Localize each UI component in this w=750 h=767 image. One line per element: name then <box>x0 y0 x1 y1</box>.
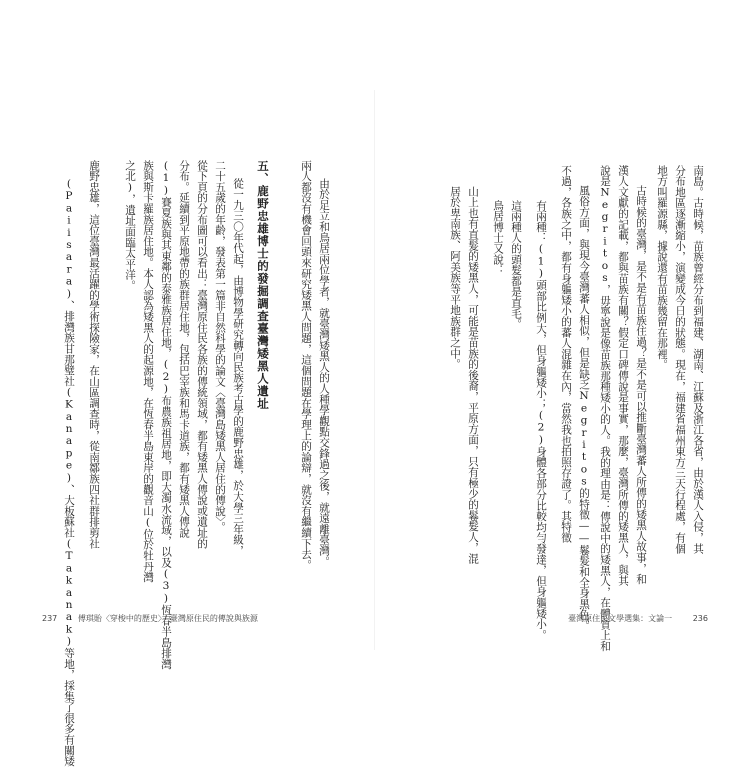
text-column: 這兩種人的頭髮都是直毛。 <box>510 200 522 330</box>
text-column: 地方叫羅源縣，據說還有苗族幾留在那裡。 <box>656 165 668 371</box>
text-column: 有兩種：(1)頭部比例大，但身軀矮小；(2)身體各部分比較均勻發達，但身軀矮小。 <box>535 200 547 641</box>
text-column: 風俗方面，與現今臺灣蕃人相似，但是缺乏Negritos的特徵——鬈髮和全身黑色。 <box>578 185 590 631</box>
text-column: 鳥居博士又說： <box>492 200 504 276</box>
page-number: 237 <box>42 614 58 623</box>
right-page <box>375 0 750 750</box>
text-column: 兩人都沒有機會回頭來研究矮黑人問題，這個問題在學理上的論辯，就沒有繼續下去。 <box>300 160 312 571</box>
text-column: 從下頁的分布圖可以看出：臺灣原住民各族的傳統領域，都有矮黑人傳說或遺址的 <box>196 160 208 549</box>
text-column: 二十五歲的年齡，發表第一篇非自然科學的論文〈臺灣島矮黑人居住的傳說〉。 <box>214 160 226 533</box>
text-column: (Paiisara)、排灣族甘那璧社(Kanape)、大板蘇社(Takanak)等地，採集了很多有關矮 <box>63 178 75 767</box>
text-column: 族與斯卡羅族居住地。本人認為矮黑人的起源地，在恆春半島東岸的觀音山(位於牡丹灣 <box>142 160 154 583</box>
text-column: 由於足立和鳥居兩位學者，就臺灣矮黑人的人種學觀點交鋒過之後，就遠離臺灣。 <box>318 178 330 567</box>
text-column: 說是Negritos，毋寧說是像苗族那種矮小的人。我的理由是：傳說中的矮黑人，在體質上和 <box>599 165 611 652</box>
text-column: 鹿野忠雄，這位臺灣最活躍的學術探險家，在山區調查時，從南鄒族四社群排剪社 <box>88 160 100 549</box>
section-heading: 五、鹿野忠雄博士的發掘調查臺灣矮黑人遺址 <box>256 160 270 410</box>
running-head: 臺灣原住民文學選集：文論一 <box>568 614 673 623</box>
text-column: 南島。古時候，苗族曾經分布到福建、湖南、江蘇及浙江各省，由於漢人入侵，其 <box>692 165 704 554</box>
text-column: (1)賽夏族與其東鄰的泰雅族居住地，(2)布農族祖居地，即大濁水流域，以及(3)恆春半島排灣 <box>160 160 172 670</box>
text-column: 不過，各族之中，都有身軀矮小的蕃人混雜在內，當然我也拍照存證了。其特徵 <box>560 165 572 543</box>
page-number: 236 <box>692 614 708 623</box>
text-column: 之北)，遺址面臨太平洋。 <box>124 160 136 291</box>
text-column: 從一九三〇年代起，由博物學研究轉向民族考古學的鹿野忠雄，於大學三年級， <box>232 178 244 556</box>
right-footer <box>568 613 708 624</box>
text-column: 漢人文獻的記載，都與苗族有關？假定口碑傳說是事實，那麼，臺灣所傳的矮黑人，與其 <box>617 165 629 587</box>
text-column: 山上也有直髮的矮黑人，可能是苗族的後裔，平原方面，只有極少的鬈髮人，混 <box>467 186 479 564</box>
text-column: 居於卑南族、阿美族等平地族群之中。 <box>449 186 461 370</box>
text-column: 分布。延續到平原地帶的族群居住地，包括巴宰族和馬卡道族，都有矮黑人傳說 <box>178 160 190 538</box>
running-head: 傅琪貽〈穿梭中的歷史〉 臺灣原住民的傳說與族源 <box>77 614 258 623</box>
left-footer <box>42 613 258 624</box>
text-column: 分布地區逐漸縮小，演變成今日的狀態。現在，福建省福州東方三天行程處，有個 <box>674 165 686 554</box>
text-column: 古時候的臺灣，是不是有苗族住過？是不是可以推斷臺灣蕃人所傳的矮黑人故事，和 <box>635 185 647 585</box>
